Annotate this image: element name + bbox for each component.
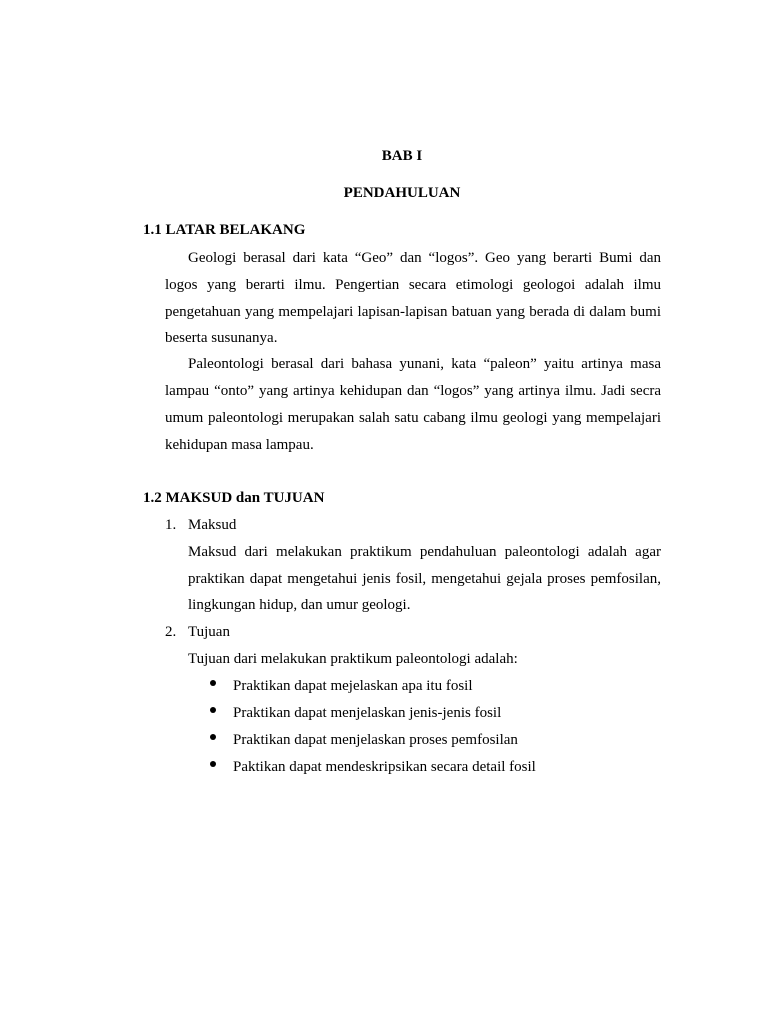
list-item-title-tujuan: Tujuan [188,624,230,640]
bullet-icon [210,761,216,767]
bullet-icon [210,680,216,686]
list-item-title-maksud: Maksud [188,517,237,533]
paragraph-line: kehidupan masa lampau. [165,437,314,453]
bullet-item: Praktikan dapat menjelaskan jenis-jenis fosil [233,705,502,721]
chapter-number: BAB I [381,148,423,164]
section-heading-maksud-tujuan: 1.2 MAKSUD dan TUJUAN [143,490,325,506]
paragraph-line: Paleontologi berasal dari bahasa yunani, kata “paleon” yaitu artinya masa [188,356,661,372]
paragraph-line: lampau “onto” yang artinya kehidupan dan “logos” yang artinya ilmu. Jadi secra [165,383,661,399]
paragraph-line: Maksud dari melakukan praktikum pendahuluan paleontologi adalah agar [188,544,661,560]
paragraph-line: Tujuan dari melakukan praktikum paleontologi adalah: [188,651,518,667]
list-number: 2. [165,624,177,640]
paragraph-line: logos yang berarti ilmu. Pengertian secara etimologi geologoi adalah ilmu [165,277,661,293]
paragraph-line: praktikan dapat mengetahui jenis fosil, mengetahui gejala proses pemfosilan, [188,571,661,587]
paragraph-line: pengetahuan yang mempelajari lapisan-lapisan batuan yang berada di dalam bumi [165,304,661,320]
bullet-item: Praktikan dapat menjelaskan proses pemfosilan [233,732,518,748]
section-heading-latar-belakang: 1.1 LATAR BELAKANG [143,222,306,238]
chapter-title: PENDAHULUAN [343,185,461,201]
paragraph-line: beserta susunanya. [165,330,278,346]
bullet-item: Paktikan dapat mendeskripsikan secara detail fosil [233,759,536,775]
bullet-icon [210,734,216,740]
paragraph-line: umum paleontologi merupakan salah satu cabang ilmu geologi yang mempelajari [165,410,661,426]
bullet-icon [210,707,216,713]
paragraph-line: Geologi berasal dari kata “Geo” dan “logos”. Geo yang berarti Bumi dan [188,250,661,266]
list-number: 1. [165,517,177,533]
paragraph-line: lingkungan hidup, dan umur geologi. [188,597,411,613]
bullet-item: Praktikan dapat mejelaskan apa itu fosil [233,678,473,694]
